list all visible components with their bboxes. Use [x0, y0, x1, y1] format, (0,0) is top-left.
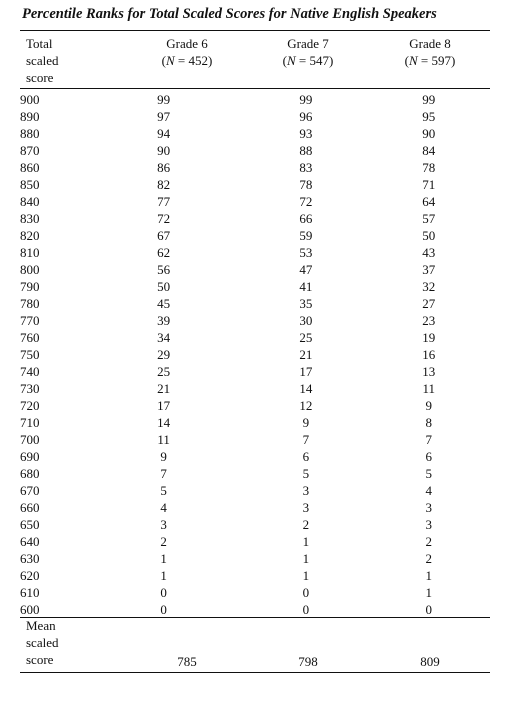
grade-6-cell: 56 — [157, 262, 171, 277]
score-cell: 670 — [20, 483, 40, 498]
score-cell: 650 — [20, 517, 40, 532]
mean-grade-7: 798 — [298, 654, 318, 669]
grade-7-header — [248, 35, 368, 69]
grade-n: (N = 452) — [161, 53, 213, 68]
grade-6-cell: 4 — [160, 500, 167, 515]
table-row — [20, 329, 490, 346]
grade-8-cell: 43 — [422, 245, 436, 260]
score-cell: 860 — [20, 160, 40, 175]
table-row — [20, 278, 490, 295]
grade-7-cell: 21 — [299, 347, 313, 362]
grade-8-cell: 37 — [422, 262, 436, 277]
grade-n: (N = 597) — [404, 53, 456, 68]
mean-label-line: Mean — [26, 618, 56, 633]
score-cell: 750 — [20, 347, 40, 362]
grade-6-cell: 17 — [157, 398, 171, 413]
grade-6-cell: 97 — [157, 109, 171, 124]
grade-8-cell: 3 — [425, 500, 432, 515]
grade-7-cell: 78 — [299, 177, 313, 192]
mean-label-line: score — [26, 652, 54, 667]
grade-7-cell: 83 — [299, 160, 313, 175]
grade-6-cell: 39 — [157, 313, 171, 328]
grade-8-cell: 9 — [425, 398, 432, 413]
table-row — [20, 584, 490, 601]
grade-6-cell: 86 — [157, 160, 171, 175]
grade-6-cell: 25 — [157, 364, 171, 379]
grade-8-cell: 6 — [425, 449, 432, 464]
score-cell: 770 — [20, 313, 40, 328]
table-row — [20, 601, 490, 618]
table-row — [20, 125, 490, 142]
grade-8-cell: 27 — [422, 296, 436, 311]
table-row — [20, 397, 490, 414]
grade-8-cell: 64 — [422, 194, 436, 209]
grade-8-cell: 11 — [422, 381, 435, 396]
grade-name: Grade 7 — [287, 36, 329, 51]
table-row — [20, 380, 490, 397]
table-row — [20, 465, 490, 482]
grade-8-cell: 71 — [422, 177, 436, 192]
grade-6-cell: 99 — [157, 92, 171, 107]
table-row — [20, 499, 490, 516]
grade-7-cell: 88 — [299, 143, 313, 158]
score-cell: 870 — [20, 143, 40, 158]
grade-8-cell: 1 — [425, 585, 432, 600]
grade-name: Grade 6 — [166, 36, 208, 51]
grade-8-cell: 13 — [422, 364, 436, 379]
table-row — [20, 312, 490, 329]
score-cell: 740 — [20, 364, 40, 379]
grade-8-cell: 2 — [425, 534, 432, 549]
grade-8-cell: 57 — [422, 211, 436, 226]
grade-8-cell: 5 — [425, 466, 432, 481]
table-title: Percentile Ranks for Total Scaled Scores for Native English Speakers — [22, 6, 437, 22]
table-row — [20, 176, 490, 193]
grade-6-cell: 11 — [157, 432, 170, 447]
grade-7-cell: 53 — [299, 245, 313, 260]
table-row — [20, 193, 490, 210]
score-cell: 780 — [20, 296, 40, 311]
header-line: Total — [26, 36, 53, 51]
score-cell: 820 — [20, 228, 40, 243]
body-rule — [20, 617, 490, 618]
grade-7-cell: 25 — [299, 330, 313, 345]
grade-7-cell: 66 — [299, 211, 313, 226]
score-cell: 630 — [20, 551, 40, 566]
grade-7-cell: 96 — [299, 109, 313, 124]
grade-8-cell: 23 — [422, 313, 436, 328]
grade-7-cell: 1 — [302, 568, 310, 583]
score-cell: 700 — [20, 432, 40, 447]
top-rule — [20, 30, 490, 31]
grade-8-cell: 78 — [422, 160, 436, 175]
first-column-header — [26, 35, 58, 86]
grade-8-cell: 50 — [422, 228, 436, 243]
score-cell: 660 — [20, 500, 40, 515]
grade-7-cell: 2 — [302, 517, 310, 532]
grade-6-cell: 90 — [157, 143, 171, 158]
header-line: score — [26, 70, 54, 85]
grade-6-cell: 1 — [160, 551, 167, 566]
table-row — [20, 516, 490, 533]
header-rule — [20, 88, 490, 89]
grade-8-cell: 16 — [422, 347, 436, 362]
grade-6-cell: 9 — [160, 449, 167, 464]
table-row — [20, 550, 490, 567]
score-cell: 710 — [20, 415, 40, 430]
grade-7-cell: 9 — [302, 415, 310, 430]
score-cell: 810 — [20, 245, 40, 260]
table-row — [20, 261, 490, 278]
grade-6-cell: 14 — [157, 415, 171, 430]
mean-grade-6: 785 — [177, 654, 197, 669]
grade-6-cell: 67 — [157, 228, 171, 243]
grade-6-cell: 82 — [157, 177, 171, 192]
table-row — [20, 159, 490, 176]
grade-6-cell: 50 — [157, 279, 171, 294]
mean-grade-8: 809 — [420, 654, 440, 669]
grade-7-cell: 1 — [302, 551, 310, 566]
grade-7-cell: 30 — [299, 313, 313, 328]
table-row — [20, 482, 490, 499]
grade-8-cell: 0 — [425, 602, 432, 617]
grade-7-cell: 14 — [299, 381, 313, 396]
grade-7-cell: 3 — [302, 500, 310, 515]
grade-8-cell: 84 — [422, 143, 436, 158]
grade-7-cell: 93 — [299, 126, 313, 141]
grade-7-cell: 6 — [302, 449, 310, 464]
bottom-rule — [20, 672, 490, 673]
grade-7-cell: 59 — [299, 228, 313, 243]
grade-7-cell: 5 — [302, 466, 310, 481]
grade-6-header — [127, 35, 247, 69]
grade-7-cell: 3 — [302, 483, 310, 498]
grade-8-cell: 19 — [422, 330, 436, 345]
grade-8-cell: 2 — [425, 551, 432, 566]
grade-7-cell: 72 — [299, 194, 313, 209]
grade-6-cell: 21 — [157, 381, 171, 396]
header-line: scaled — [26, 53, 59, 68]
table-row — [20, 363, 490, 380]
grade-7-cell: 41 — [299, 279, 313, 294]
table-row — [20, 142, 490, 159]
score-cell: 600 — [20, 602, 40, 617]
grade-7-cell: 0 — [302, 585, 310, 600]
grade-6-cell: 3 — [160, 517, 167, 532]
table-row — [20, 244, 490, 261]
table-row — [20, 227, 490, 244]
percentile-table — [20, 91, 490, 618]
table-row — [20, 431, 490, 448]
score-cell: 690 — [20, 449, 40, 464]
grade-6-cell: 77 — [157, 194, 171, 209]
score-cell: 680 — [20, 466, 40, 481]
grade-n: (N = 547) — [282, 53, 334, 68]
table-row — [20, 414, 490, 431]
grade-6-cell: 72 — [157, 211, 171, 226]
score-cell: 730 — [20, 381, 40, 396]
grade-7-cell: 35 — [299, 296, 313, 311]
grade-7-cell: 0 — [302, 602, 310, 617]
grade-6-cell: 5 — [160, 483, 167, 498]
score-cell: 720 — [20, 398, 40, 413]
grade-6-cell: 45 — [157, 296, 171, 311]
score-cell: 640 — [20, 534, 40, 549]
grade-6-cell: 62 — [157, 245, 171, 260]
grade-8-cell: 90 — [422, 126, 436, 141]
grade-7-cell: 99 — [299, 92, 313, 107]
grade-6-cell: 0 — [160, 602, 167, 617]
grade-8-header — [370, 35, 490, 69]
score-cell: 790 — [20, 279, 40, 294]
table-row — [20, 108, 490, 125]
grade-6-cell: 1 — [160, 568, 167, 583]
score-cell: 840 — [20, 194, 40, 209]
mean-label-line: scaled — [26, 635, 59, 650]
grade-name: Grade 8 — [409, 36, 451, 51]
grade-6-cell: 2 — [160, 534, 167, 549]
grade-8-cell: 8 — [425, 415, 432, 430]
score-cell: 800 — [20, 262, 40, 277]
table-row — [20, 91, 490, 108]
grade-7-cell: 1 — [302, 534, 310, 549]
grade-6-cell: 29 — [157, 347, 171, 362]
score-cell: 900 — [20, 92, 40, 107]
table-row — [20, 567, 490, 584]
grade-8-cell: 1 — [425, 568, 432, 583]
grade-6-cell: 7 — [160, 466, 167, 481]
score-cell: 760 — [20, 330, 40, 345]
grade-8-cell: 95 — [422, 109, 436, 124]
score-cell: 610 — [20, 585, 40, 600]
grade-7-cell: 12 — [299, 398, 313, 413]
grade-6-cell: 94 — [157, 126, 171, 141]
grade-8-cell: 99 — [422, 92, 436, 107]
table-row — [20, 533, 490, 550]
table-row — [20, 295, 490, 312]
score-cell: 850 — [20, 177, 40, 192]
table-row — [20, 210, 490, 227]
score-cell: 880 — [20, 126, 40, 141]
score-cell: 890 — [20, 109, 40, 124]
grade-7-cell: 47 — [299, 262, 313, 277]
grade-8-cell: 3 — [425, 517, 432, 532]
table-row — [20, 346, 490, 363]
grade-8-cell: 4 — [425, 483, 432, 498]
grade-8-cell: 7 — [425, 432, 432, 447]
grade-7-cell: 17 — [299, 364, 313, 379]
score-cell: 620 — [20, 568, 40, 583]
score-cell: 830 — [20, 211, 40, 226]
grade-8-cell: 32 — [422, 279, 436, 294]
table-row — [20, 448, 490, 465]
grade-6-cell: 0 — [160, 585, 167, 600]
grade-6-cell: 34 — [157, 330, 171, 345]
mean-label — [26, 617, 58, 668]
grade-7-cell: 7 — [302, 432, 310, 447]
